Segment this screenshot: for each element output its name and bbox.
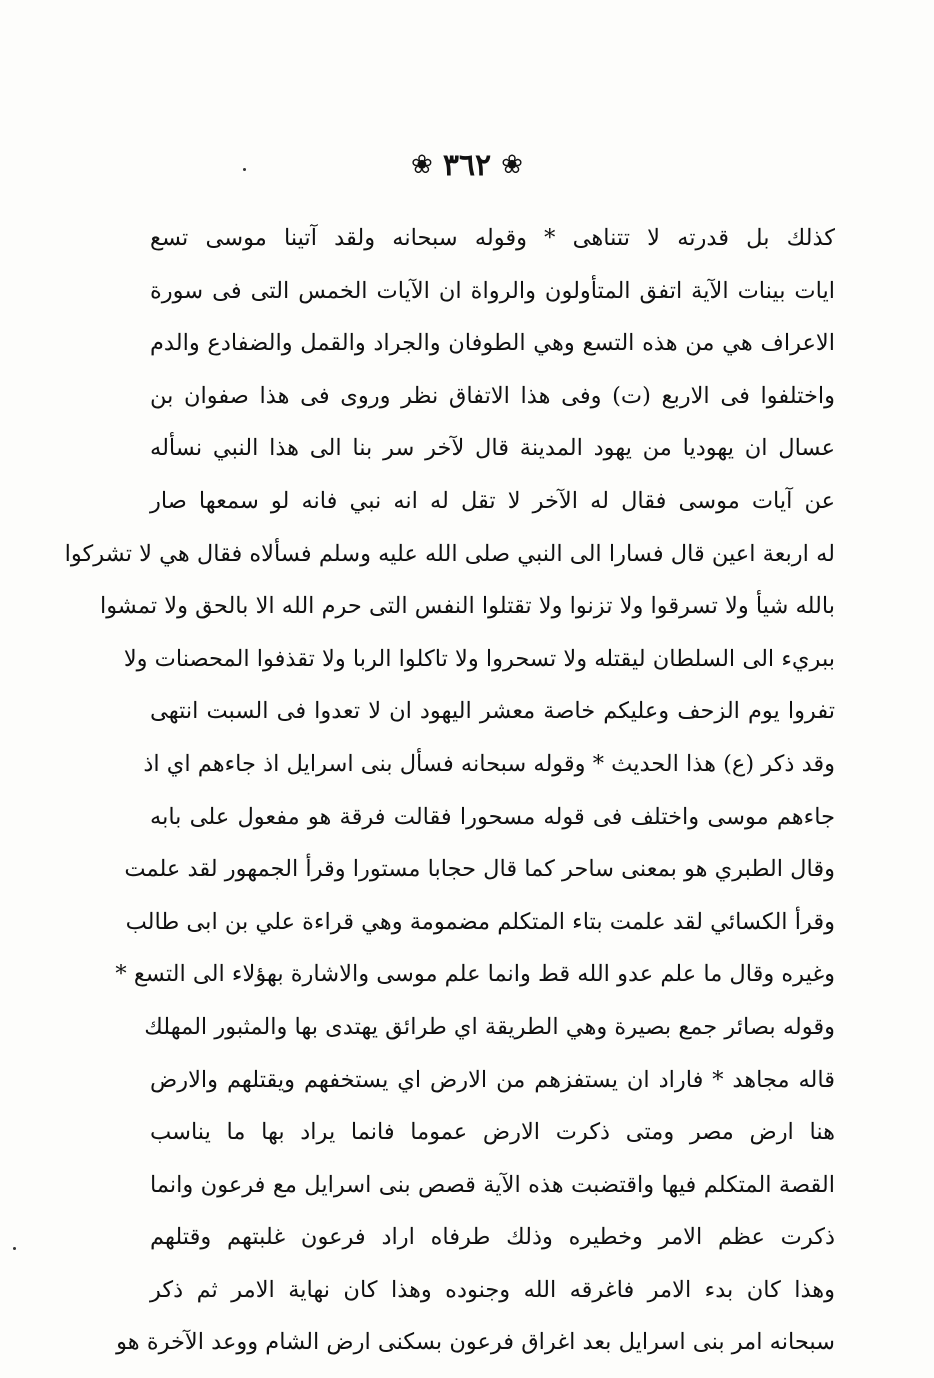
text-line: القصة المتكلم فيها واقتضبت هذه الآية قصص بنى اسرايل مع فرعون وانما	[150, 1171, 835, 1198]
text-line: كذلك بل قدرته لا تتناهى * وقوله سبحانه ولقد آتينا موسى تسع	[150, 225, 835, 251]
text-line: وهذا كان بدء الامر فاغرقه الله وجنوده وهذا كان نهاية الامر ثم ذكر	[150, 1276, 835, 1303]
ornament-left-icon: ❀	[411, 150, 433, 180]
text-line: ببريء الى السلطان ليقتله ولا تسحروا ولا تاكلوا الربا ولا تقذفوا المحصنات ولا	[123, 645, 835, 672]
text-line: بالله شيأ ولا تسرقوا ولا تزنوا ولا تقتلوا النفس التى حرم الله الا بالحق ولا تمشوا	[99, 593, 835, 620]
text-line: وقوله بصائر جمع بصيرة وهي الطريقة اي طرائق يهتدى بها والمثبور المهلك	[144, 1013, 835, 1040]
text-line: تفروا يوم الزحف وعليكم خاصة معشر اليهود ان لا تعدوا فى السبت انتهى	[150, 698, 835, 725]
text-line: ذكرت عظم الامر وخطيره وذلك طرفاه اراد فرعون غلبتهم وقتلهم	[150, 1224, 835, 1251]
text-line: عسال ان يهوديا من يهود المدينة قال لآخر سر بنا الى هذا النبي نسأله	[150, 435, 835, 462]
text-line: وغيره وقال ما علم عدو الله قط وانما علم موسى والاشارة بهؤلاء الى التسع *	[115, 961, 835, 988]
text-line: سبحانه امر بنى اسرايل بعد اغراق فرعون بسكنى ارض الشام ووعد الآخرة هو	[116, 1329, 835, 1356]
page-header	[0, 145, 934, 185]
scan-speck	[243, 168, 246, 171]
text-line: ايات بينات الآية اتفق المتأولون والرواة ان الآيات الخمس التى فى سورة	[150, 277, 835, 304]
text-line: وقد ذكر (ع) هذا الحديث * وقوله سبحانه فسأل بنى اسرايل اذ جاءهم اي اذ	[143, 750, 835, 777]
scan-speck	[13, 1247, 16, 1250]
text-line: وقرأ الكسائي لقد علمت بتاء المتكلم مضمومة وهي قراءة علي بن ابى طالب	[125, 908, 835, 935]
text-line: هنا ارض مصر ومتى ذكرت الارض عموما فانما يراد بها ما يناسب	[150, 1119, 835, 1146]
body-text	[64, 212, 835, 1369]
ornament-right-icon: ❀	[501, 150, 523, 180]
text-line: له اربعة اعين قال فسارا الى النبي صلى الله عليه وسلم فسألاه فقال هي لا تشركوا	[64, 540, 835, 567]
text-line: واختلفوا فى الاربع (ت) وفى هذا الاتفاق نظر وروى فى هذا صفوان بن	[150, 382, 835, 409]
text-line: عن آيات موسى فقال له الآخر لا تقل له انه نبي فانه لو سمعها صار	[150, 487, 835, 514]
text-line: جاءهم موسى واختلف فى قوله مسحورا فقالت فرقة هو مفعول على بابه	[150, 803, 835, 830]
text-line: وقال الطبري هو بمعنى ساحر كما قال حجابا مستورا وقرأ الجمهور لقد علمت	[124, 856, 835, 883]
text-line: الاعراف هي من هذه التسع وهي الطوفان والجراد والقمل والضفادع والدم	[150, 330, 835, 357]
text-line: قاله مجاهد * فاراد ان يستفزهم من الارض اي يستخفهم ويقتلهم والارض	[150, 1066, 835, 1093]
page-number: ٣٦٢	[442, 147, 492, 183]
